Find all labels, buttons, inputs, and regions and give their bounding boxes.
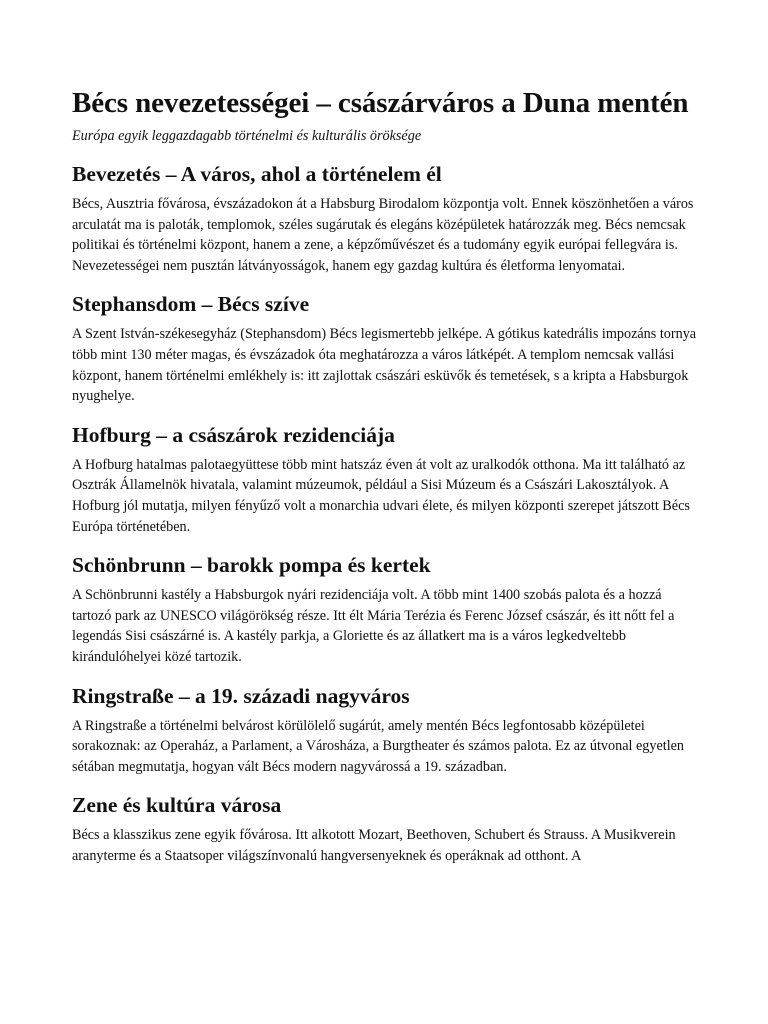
page-title: Bécs nevezetességei – császárváros a Duna mentén xyxy=(72,87,689,119)
section-paragraph: Bécs, Ausztria fővárosa, évszázadokon át a Habsburg Birodalom központja volt. Ennek köszönhetően a város arculatát ma is paloták, templomok, széles sugárutak és elegáns középületek határozzák meg. Bécs nemcsak politikai és történelmi központ, hanem a zene, a képzőművészet és a tudomány egyik európai fellegvára is. Nevezetességei nem pusztán látványosságok, hanem egy gazdag kultúra és életforma lenyomatai. xyxy=(72,196,694,274)
section-ringstrasse xyxy=(72,682,700,778)
section-paragraph: A Ringstraße a történelmi belvárost körülölelő sugárút, amely mentén Bécs legfontosabb középületei sorakoznak: az Operaház, a Parlament, a Városháza, a Burgtheater és számos palota. Ez az útvonal egyetlen sétában megmutatja, hogyan vált Bécs modern nagyvárossá a 19. században. xyxy=(72,717,685,775)
section-heading: Hofburg – a császárok rezidenciája xyxy=(72,422,395,447)
section-schonbrunn xyxy=(72,551,700,667)
section-paragraph: A Schönbrunni kastély a Habsburgok nyári rezidenciája volt. A több mint 1400 szobás palota és a hozzá tartozó park az UNESCO világörökség része. Itt élt Mária Terézia és Ferenc József császár, és itt nőtt fel a legendás Sisi császárné is. A kastély parkja, a Gloriette és az állatkert ma is a város legkedveltebb kirándulóhelyei közé tartozik. xyxy=(72,587,675,665)
page-subtitle: Európa egyik leggazdagabb történelmi és kulturális öröksége xyxy=(72,128,422,144)
section-paragraph: Bécs a klasszikus zene egyik fővárosa. Itt alkotott Mozart, Beethoven, Schubert és Strauss. A Musikverein aranyterme és a Staatsoper világszínvonalú hangversenyeknek és operáknak ad otthont. A xyxy=(72,827,676,864)
document-page xyxy=(72,86,700,866)
section-introduction xyxy=(72,160,700,276)
section-heading: Stephansdom – Bécs szíve xyxy=(72,292,310,317)
section-heading: Zene és kultúra városa xyxy=(72,793,282,818)
section-stephansdom xyxy=(72,290,700,406)
section-music-culture xyxy=(72,791,700,866)
section-paragraph: A Szent István-székesegyház (Stephansdom) Bécs legismertebb jelképe. A gótikus katedrális impozáns tornya több mint 130 méter magas, és évszázadok óta meghatározza a város látképét. A templom nemcsak vallási központ, hanem történelmi emlékhely is: itt zajlottak császári esküvők és temetések, s a kripta a Habsburgok nyughelye. xyxy=(72,326,697,405)
section-hofburg xyxy=(72,421,700,537)
section-heading: Bevezetés – A város, ahol a történelem él xyxy=(72,162,442,186)
section-heading: Ringstraße – a 19. századi nagyváros xyxy=(72,683,410,708)
section-heading: Schönbrunn – barokk pompa és kertek xyxy=(72,553,431,578)
section-paragraph: A Hofburg hatalmas palotaegyüttese több mint hatszáz éven át volt az uralkodók otthona. Ma itt található az Osztrák Államelnök hivatala, valamint múzeumok, például a Sisi Múzeum és a Császári Lakosztályok. A Hofburg jól mutatja, milyen fényűző volt a monarchia udvari élete, és milyen központi szerepet játszott Bécs Európa történetében. xyxy=(72,456,690,535)
